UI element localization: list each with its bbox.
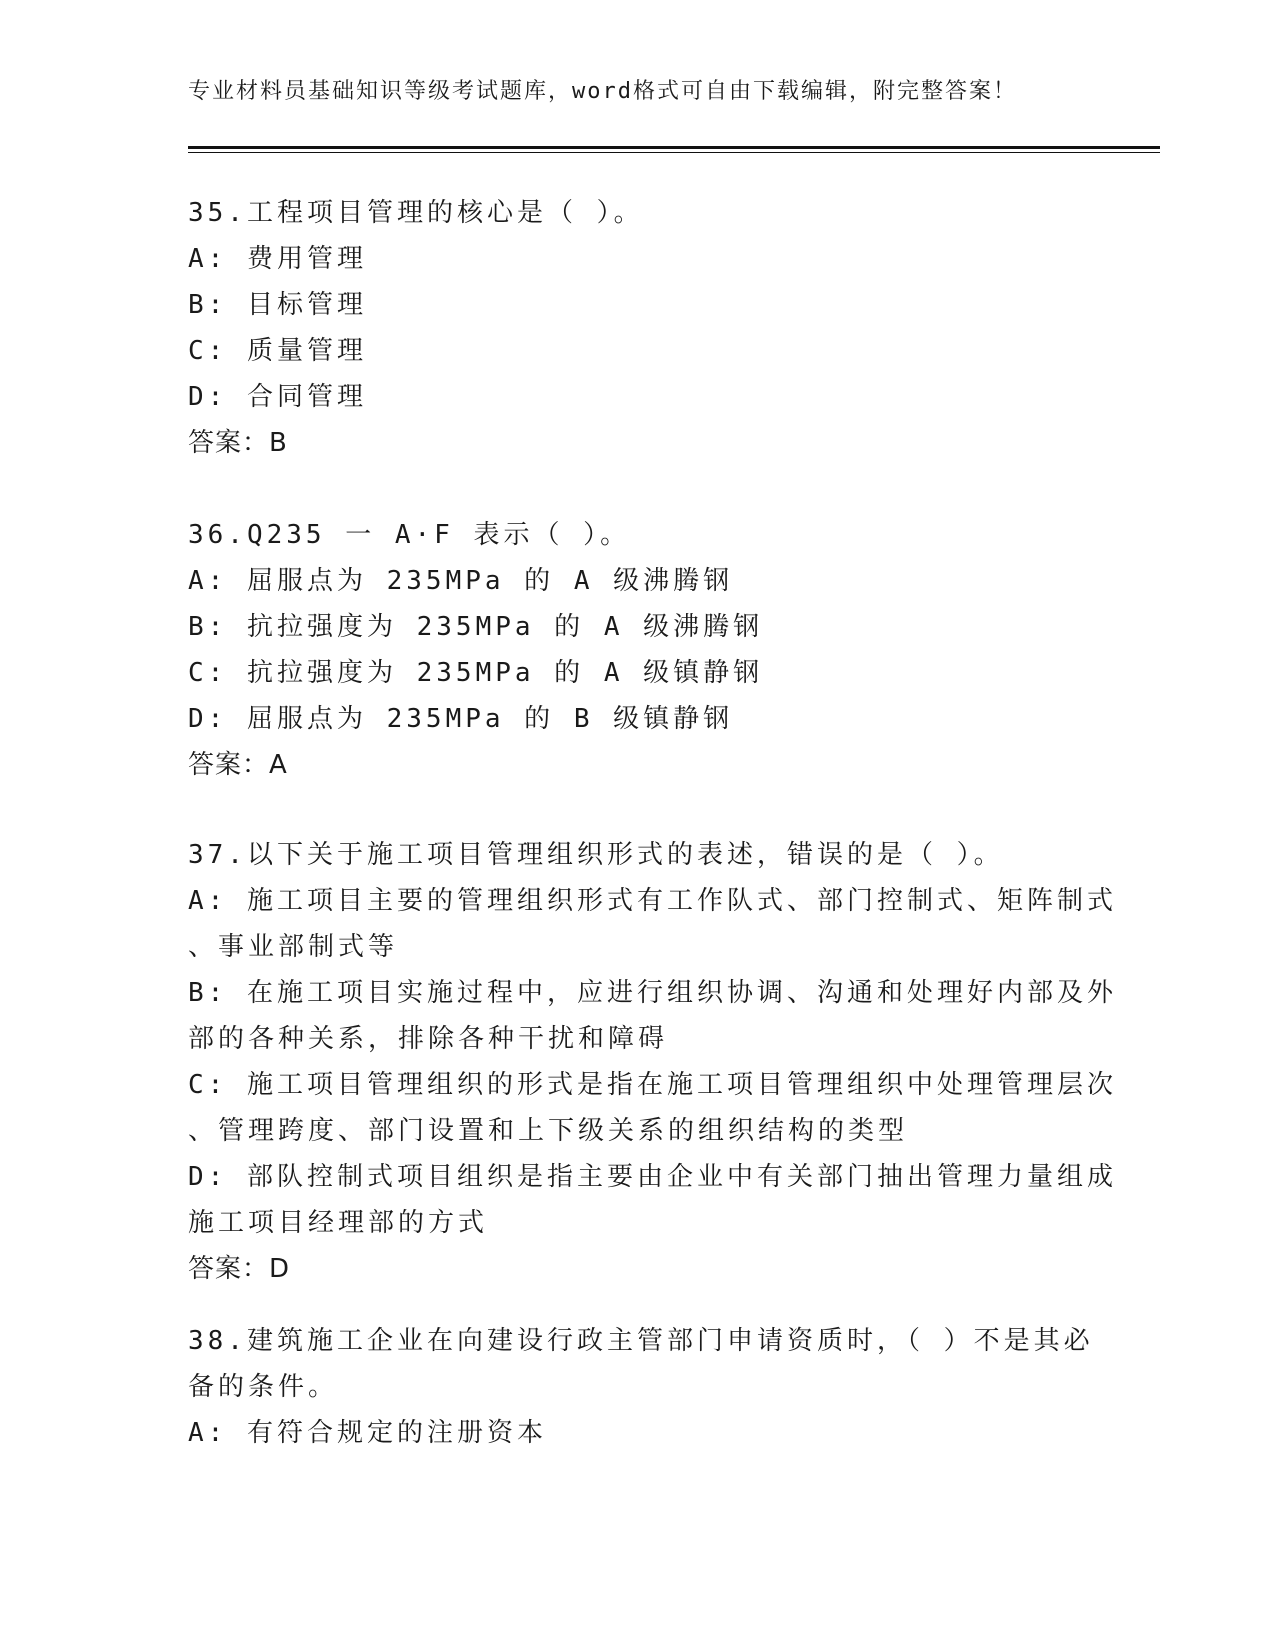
option-b: B: 在施工项目实施过程中，应进行组织协调、沟通和处理好内部及外 [188,978,1117,1008]
header-divider-thick [188,146,1160,149]
option-d: D: 合同管理 [188,382,367,412]
question-stem: 38.建筑施工企业在向建设行政主管部门申请资质时，（ ）不是其必 [188,1326,1094,1356]
option-d: D: 部队控制式项目组织是指主要由企业中有关部门抽出管理力量组成 [188,1162,1117,1192]
option-d-continued: 施工项目经理部的方式 [188,1208,489,1238]
question-stem-continued: 备的条件。 [188,1372,339,1402]
option-b: B: 目标管理 [188,290,367,320]
header-text: 专业材料员基础知识等级考试题库，word格式可自由下载编辑，附完整答案！ [188,79,1017,104]
question-36 [188,512,1088,788]
option-c: C: 抗拉强度为 235MPa 的 A 级镇静钢 [188,658,764,688]
question-35 [188,190,1088,466]
option-a-continued: 、事业部制式等 [188,932,399,962]
option-a: A: 有符合规定的注册资本 [188,1418,547,1448]
header-divider-thin [188,152,1160,153]
option-c: C: 质量管理 [188,336,367,366]
question-stem: 36.Q235 一 A·F 表示（ ）。 [188,520,631,550]
option-c-continued: 、管理跨度、部门设置和上下级关系的组织结构的类型 [188,1116,909,1146]
option-b: B: 抗拉强度为 235MPa 的 A 级沸腾钢 [188,612,764,642]
question-stem: 35.工程项目管理的核心是（ ）。 [188,198,644,228]
question-38 [188,1318,1094,1456]
option-a: A: 费用管理 [188,244,367,274]
answer: 答案：D [188,1254,291,1284]
question-37 [188,832,1117,1292]
answer: 答案：A [188,750,288,780]
question-stem: 37.以下关于施工项目管理组织形式的表述，错误的是（ ）。 [188,840,1004,870]
option-d: D: 屈服点为 235MPa 的 B 级镇静钢 [188,704,734,734]
option-b-continued: 部的各种关系，排除各种干扰和障碍 [188,1024,669,1054]
option-a: A: 施工项目主要的管理组织形式有工作队式、部门控制式、矩阵制式 [188,886,1117,916]
option-a: A: 屈服点为 235MPa 的 A 级沸腾钢 [188,566,734,596]
option-c: C: 施工项目管理组织的形式是指在施工项目管理组织中处理管理层次 [188,1070,1117,1100]
answer: 答案：B [188,428,288,458]
